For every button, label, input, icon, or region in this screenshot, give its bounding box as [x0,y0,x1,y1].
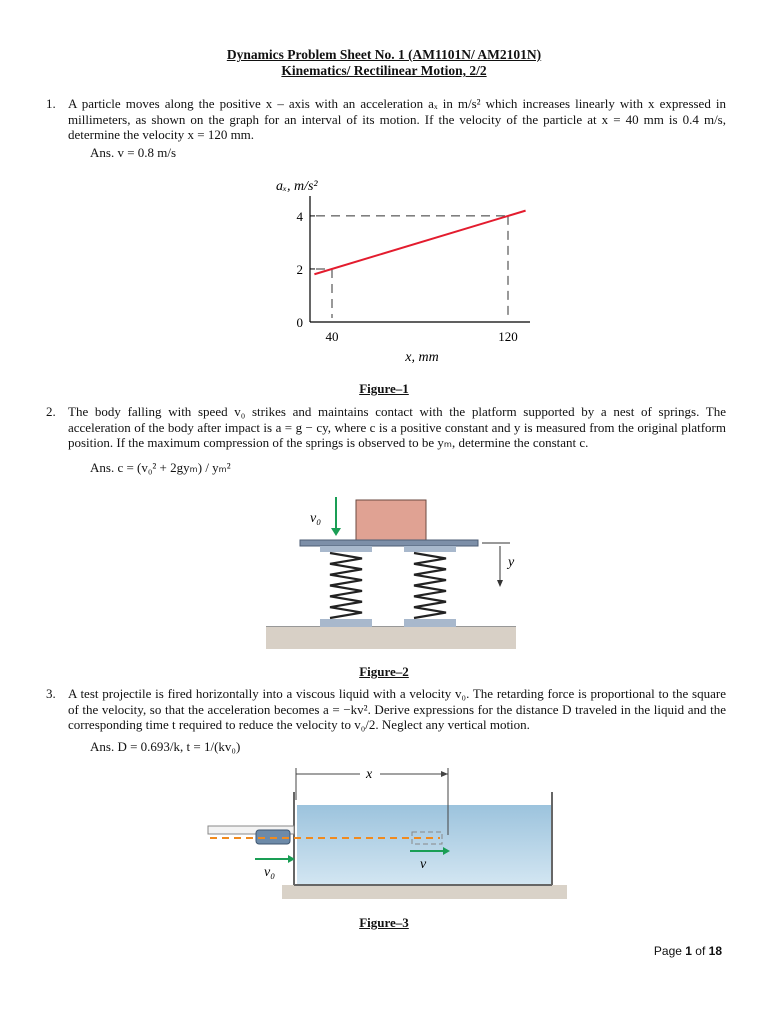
answer-3: Ans. D = 0.693/k, t = 1/(kv₀) [90,739,241,754]
y-tick-label: 0 [296,315,303,330]
problem-text: A test projectile is fired horizontally into a viscous liquid with a velocity v₀. The retarding force is proportional to the square of the velocity, so that the acceleration becomes a = −kv². Derive expressions for the distance D traveled in the liquid and the corresponding time t required to reduce the velocity to v₀/2. Neglect any vertical motion. [68,686,726,732]
page-number [654,944,722,958]
x-tick-label: 120 [498,329,518,344]
v0-label: v₀ [264,865,276,880]
y-tick-label: 4 [296,208,303,224]
problem-number: 1. [46,96,56,111]
tank-base [282,885,567,899]
problem-text: A particle moves along the positive x – axis with an acceleration aₓ in m/s² which increases linearly with x expressed in millimeters, as shown on the graph for an interval of its motion. If the velocity of the particle at x = 40 mm is 0.4 m/s, determine the velocity x = 120 mm. [68,96,726,142]
page-total: 18 [708,944,722,958]
x-label: x [366,767,373,782]
figure-3-caption: Figure–3 [359,915,409,930]
figure-2-caption: Figure–2 [359,664,409,679]
sheet-title: Dynamics Problem Sheet No. 1 (AM1101N/ AM2101N) [226,47,542,62]
x-arrowhead [441,771,448,777]
answer-2: Ans. c = (v₀² + 2gyₘ) / yₘ² [90,460,231,475]
problem-number: 3. [46,686,56,701]
problem-text: The body falling with speed v₀ strikes and maintains contact with the platform supported by a nest of springs. The acceleration of the body after impact is a = g − cy, where c is a positive constant and y is measured from the original platform position. If the maximum compression of the springs is observed to be yₘ, determine the constant c. [68,404,726,450]
v-label: v [420,857,427,872]
page-of: of [691,944,709,958]
page-prefix: Page [653,944,686,958]
problem-number: 2. [46,404,56,419]
answer-1: Ans. v = 0.8 m/s [90,145,177,160]
x-tick-label: 40 [325,329,339,344]
y-label: y [508,555,515,570]
liquid [297,805,551,885]
figure-1-caption: Figure–1 [359,381,409,396]
x-axis-label: x, mm [405,350,439,365]
velocity-label: v₀ [310,511,322,526]
y-tick-label: 2 [296,261,303,277]
page-current: 1 [685,944,692,958]
y-axis-label: aₓ, m/s² [276,179,318,194]
sheet-subtitle: Kinematics/ Rectilinear Motion, 2/2 [281,63,487,78]
